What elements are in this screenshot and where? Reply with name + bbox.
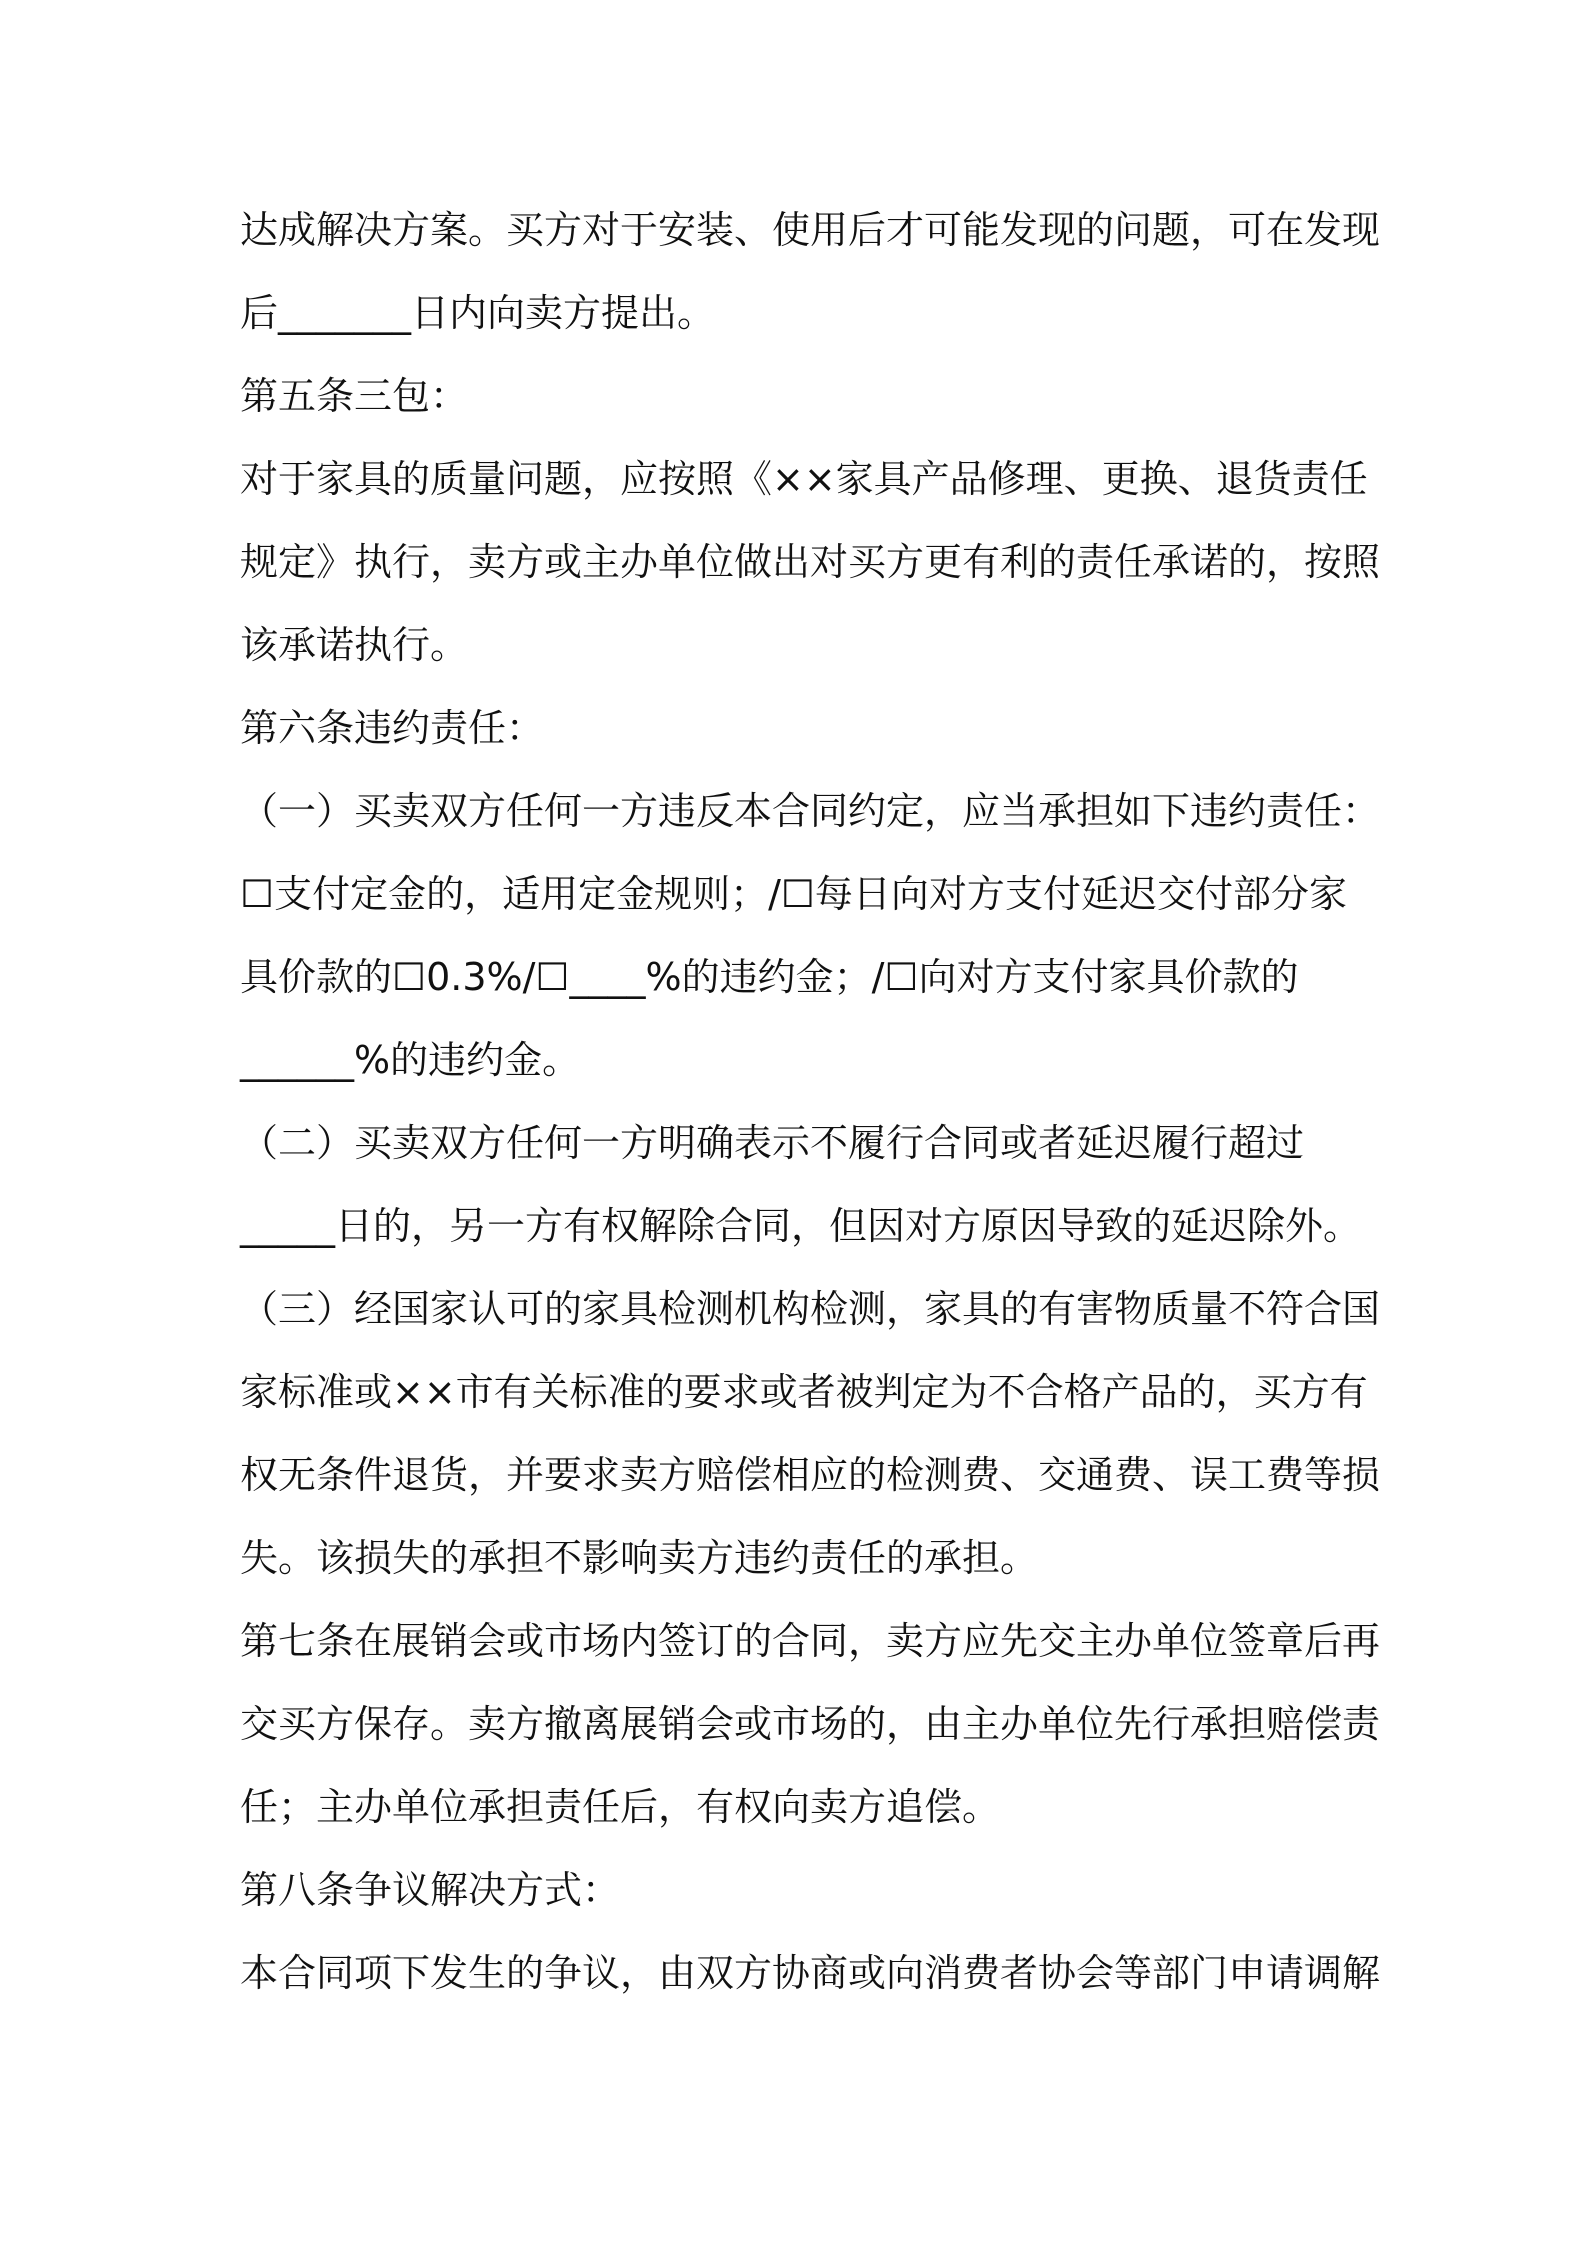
paragraph-line: 交买方保存。卖方撤离展销会或市场的，由主办单位先行承担赔偿责	[240, 1702, 1381, 1746]
paragraph-line: 失。该损失的承担不影响卖方违约责任的承担。	[240, 1536, 1039, 1580]
article-heading: 第八条争议解决方式：	[240, 1868, 621, 1912]
paragraph-line: （二）买卖双方任何一方明确表示不履行合同或者延迟履行超过	[240, 1121, 1305, 1165]
paragraph-line: （一）买卖双方任何一方违反本合同约定，应当承担如下违约责任：	[240, 789, 1381, 833]
paragraph-line: 第七条在展销会或市场内签订的合同，卖方应先交主办单位签章后再	[240, 1619, 1381, 1663]
paragraph-line: 权无条件退货，并要求卖方赔偿相应的检测费、交通费、误工费等损	[240, 1453, 1381, 1497]
paragraph-line: 任；主办单位承担责任后，有权向卖方追偿。	[240, 1785, 1001, 1829]
paragraph-line: （三）经国家认可的家具检测机构检测，家具的有害物质量不符合国	[240, 1287, 1381, 1331]
paragraph-line: 具价款的☐0.3%/☐____%的违约金；/☐向对方支付家具价款的	[240, 955, 1299, 999]
article-heading: 第六条违约责任：	[240, 706, 545, 750]
paragraph-line: ______%的违约金。	[240, 1038, 581, 1082]
paragraph-line: 达成解决方案。买方对于安装、使用后才可能发现的问题，可在发现	[240, 208, 1381, 252]
paragraph-line: _____日的，另一方有权解除合同，但因对方原因导致的延迟除外。	[240, 1204, 1362, 1248]
paragraph-line: 规定》执行，卖方或主办单位做出对买方更有利的责任承诺的，按照	[240, 540, 1381, 584]
paragraph-line: 对于家具的质量问题，应按照《××家具产品修理、更换、退货责任	[240, 457, 1368, 501]
article-heading: 第五条三包：	[240, 374, 469, 418]
paragraph-line: 本合同项下发生的争议，由双方协商或向消费者协会等部门申请调解	[240, 1951, 1381, 1995]
paragraph-line: 后_______日内向卖方提出。	[240, 291, 716, 335]
paragraph-line: 家标准或××市有关标准的要求或者被判定为不合格产品的，买方有	[240, 1370, 1368, 1414]
paragraph-line: 该承诺执行。	[240, 623, 469, 667]
paragraph-line: ☐支付定金的，适用定金规则；/☐每日向对方支付延迟交付部分家	[240, 872, 1347, 916]
